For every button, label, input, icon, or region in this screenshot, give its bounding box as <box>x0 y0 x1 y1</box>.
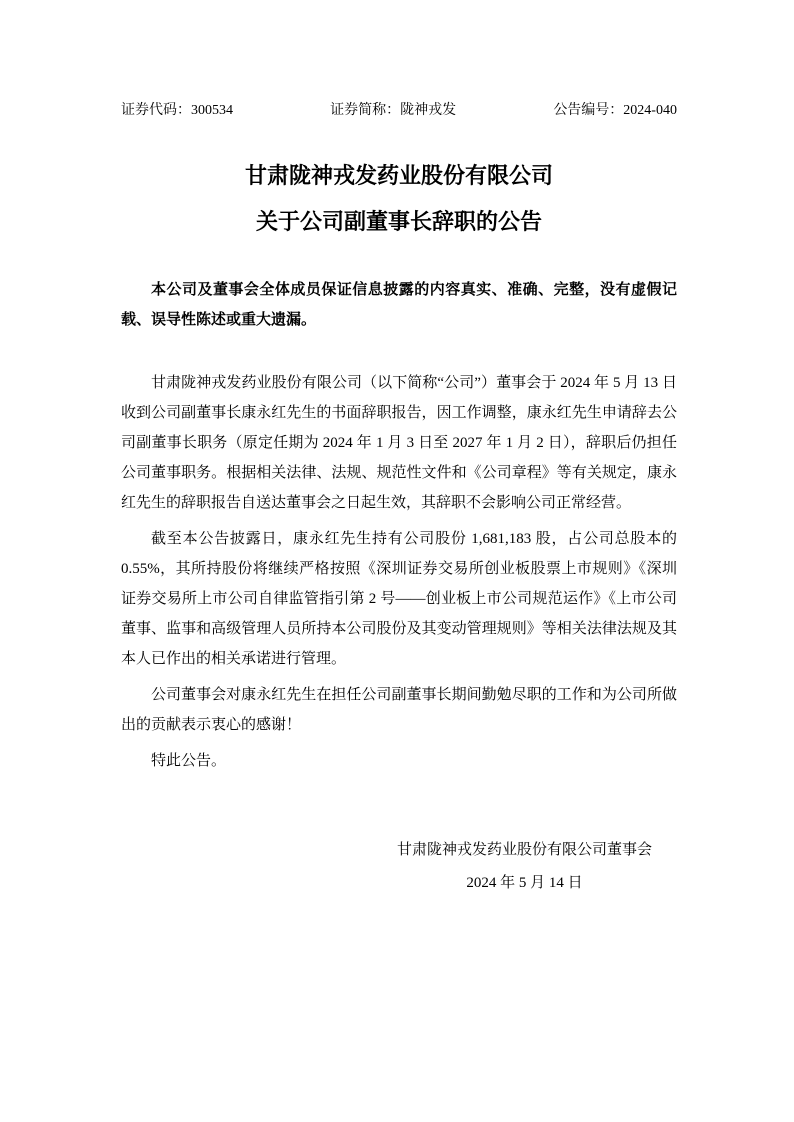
body-paragraph-1: 甘肃陇神戎发药业股份有限公司（以下简称“公司”）董事会于 2024 年 5 月 13 日收到公司副董事长康永红先生的书面辞职报告，因工作调整，康永红先生申请辞去公司副董事长职务（原定任期为 2024 年 1 月 3 日至 2027 年 1 月 2 日），辞职后仍担任公司董事职务。根据相关法律、法规、规范性文件和《公司章程》等有关规定，康永红先生的辞职报告自送达董事会之日起生效，其辞职不会影响公司正常经营。 <box>121 375 677 511</box>
document-body <box>121 368 677 776</box>
page-subtitle: 关于公司副董事长辞职的公告 <box>255 209 542 234</box>
declaration-paragraph: 本公司及董事会全体成员保证信息披露的内容真实、准确、完整，没有虚假记载、误导性陈述或重大遗漏。 <box>121 282 677 328</box>
signature-company: 甘肃陇神戎发药业股份有限公司董事会 <box>396 842 652 858</box>
announcement-number: 公告编号：2024-040 <box>553 103 677 118</box>
body-paragraph-4: 特此公告。 <box>151 753 227 769</box>
body-paragraph-2: 截至本公告披露日，康永红先生持有公司股份 1,681,183 股，占公司总股本的 0.55%，其所持股份将继续严格按照《深圳证券交易所创业板股票上市规则》《深圳证券交易所上市公司自律监管指引第 2 号——创业板上市公司规范运作》《上市公司董事、监事和高级管理人员所持本公司股份及其变动管理规则》等相关法律法规及其本人已作出的相关承诺进行管理。 <box>121 531 677 667</box>
document-header <box>121 101 677 121</box>
stock-code: 证券代码：300534 <box>121 103 233 118</box>
page-title: 甘肃陇神戎发药业股份有限公司 <box>244 163 553 188</box>
signature-date: 2024 年 5 月 14 日 <box>466 875 583 891</box>
body-paragraph-3: 公司董事会对康永红先生在担任公司副董事长期间勤勉尽职的工作和为公司所做出的贡献表示衷心的感谢！ <box>121 687 677 733</box>
signature-block <box>397 834 652 900</box>
stock-abbr: 证券简称：陇神戎发 <box>330 103 457 118</box>
